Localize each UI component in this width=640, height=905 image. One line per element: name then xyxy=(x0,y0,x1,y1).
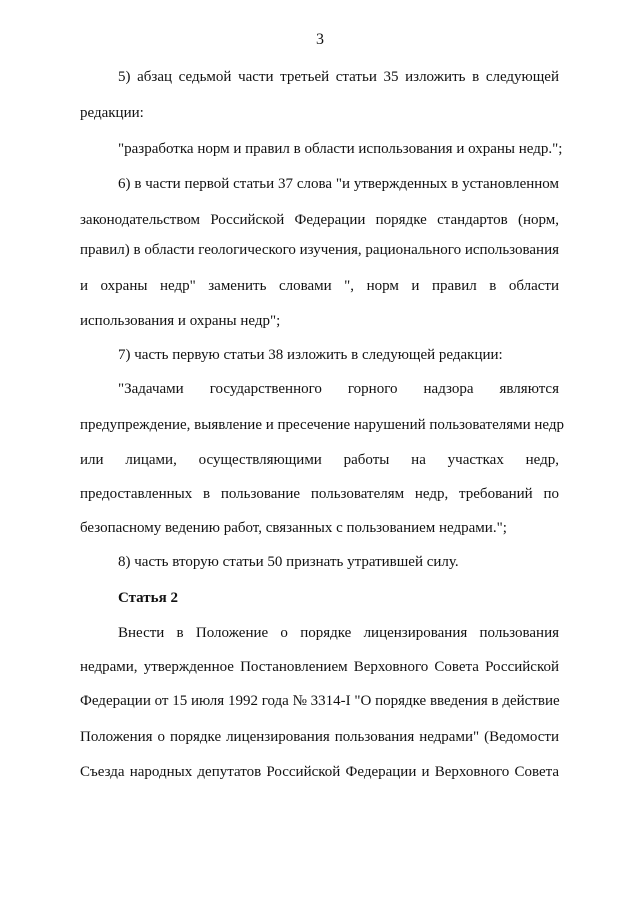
item-6-line-3: правил) в области геологического изучения, рационального использования xyxy=(80,242,559,258)
item-6-line-5: использования и охраны недр"; xyxy=(80,313,281,329)
article-2-line-4: Положения о порядке лицензирования пользования недрами" (Ведомости xyxy=(80,729,559,745)
item-6-line-1: 6) в части первой статьи 37 слова "и утвержденных в установленном xyxy=(118,176,559,192)
article-2-heading: Статья 2 xyxy=(118,590,178,606)
item-7-line-4: или лицами, осуществляющими работы на участках недр, xyxy=(80,452,559,468)
item-5-line-2: редакции: xyxy=(80,105,144,121)
article-2-line-5: Съезда народных депутатов Российской Федерации и Верховного Совета xyxy=(80,764,559,780)
page-number: 3 xyxy=(316,31,324,48)
item-6-line-4: и охраны недр" заменить словами ", норм и правил в области xyxy=(80,278,559,294)
item-5-quote: "разработка норм и правил в области использования и охраны недр."; xyxy=(118,141,563,157)
item-7-line-6: безопасному ведению работ, связанных с пользованием недрами."; xyxy=(80,520,507,536)
article-2-line-2: недрами, утвержденное Постановлением Верховного Совета Российской xyxy=(80,659,559,675)
item-5-line-1: 5) абзац седьмой части третьей статьи 35 изложить в следующей xyxy=(118,69,559,85)
item-8-line-1: 8) часть вторую статьи 50 признать утратившей силу. xyxy=(118,554,459,570)
article-2-line-3: Федерации от 15 июля 1992 года № 3314-I "О порядке введения в действие xyxy=(80,693,560,709)
item-7-line-5: предоставленных в пользование пользователям недр, требований по xyxy=(80,486,559,502)
item-7-line-2: "Задачами государственного горного надзора являются xyxy=(118,381,559,397)
item-6-line-2: законодательством Российской Федерации порядке стандартов (норм, xyxy=(80,212,559,228)
item-7-line-3: предупреждение, выявление и пресечение нарушений пользователями недр xyxy=(80,417,565,433)
item-7-line-1: 7) часть первую статьи 38 изложить в следующей редакции: xyxy=(118,347,503,363)
article-2-line-1: Внести в Положение о порядке лицензирования пользования xyxy=(118,625,559,641)
